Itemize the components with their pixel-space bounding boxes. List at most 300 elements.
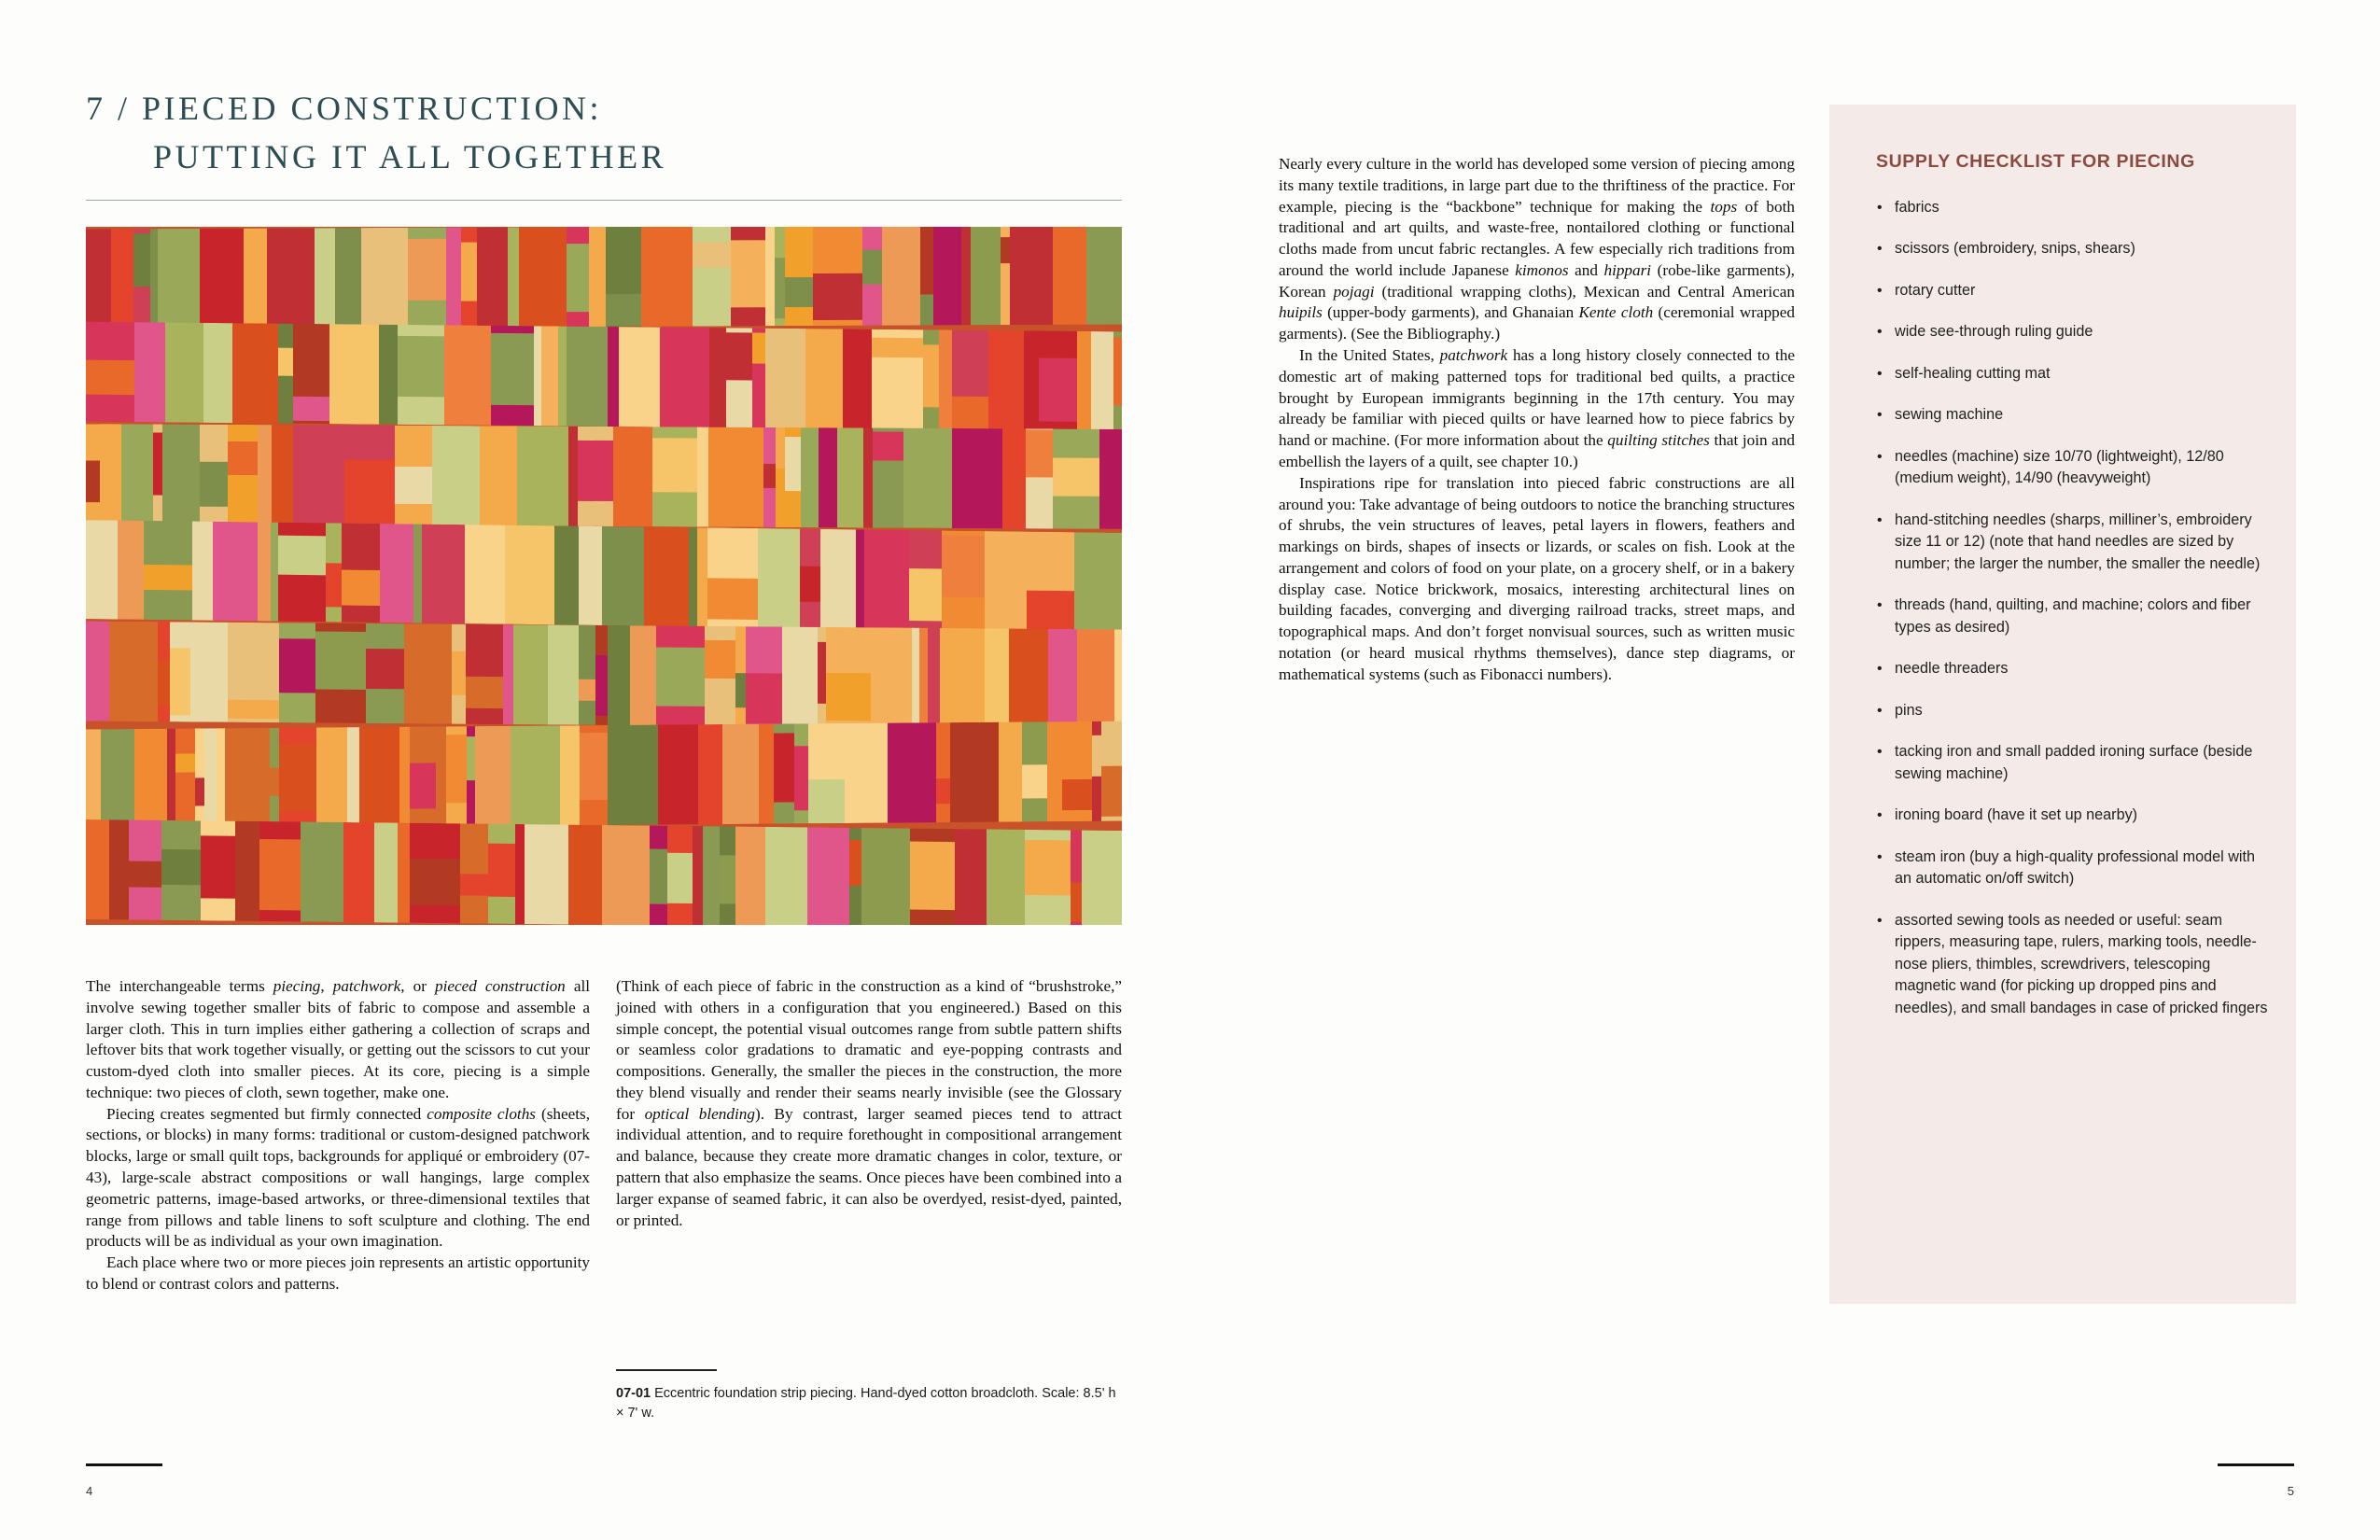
artwork-patch — [446, 735, 468, 803]
sidebar-checklist-item-label: self-healing cutting mat — [1895, 364, 2051, 382]
artwork-strip — [134, 322, 166, 422]
artwork-patch — [923, 344, 940, 407]
bullet-icon: • — [1877, 200, 1883, 216]
artwork-patch — [920, 227, 934, 295]
artwork-strip — [985, 531, 1011, 630]
artwork-patch — [705, 640, 736, 679]
artwork-strip — [408, 228, 447, 328]
artwork-strip — [843, 329, 873, 428]
artwork-strip — [133, 229, 151, 329]
sidebar-checklist-item — [1876, 700, 2268, 721]
artwork-patch — [862, 250, 883, 285]
artwork-patch — [1022, 764, 1048, 798]
supply-checklist-sidebar — [1829, 105, 2296, 1304]
artwork-strip — [170, 622, 191, 721]
artwork-strip — [398, 823, 411, 923]
artwork-strip — [1024, 330, 1040, 430]
artwork-strip — [410, 823, 461, 924]
artwork-strip — [971, 227, 1001, 325]
artwork-strip — [693, 227, 732, 327]
artwork-strip — [708, 427, 746, 527]
artwork-strip — [939, 329, 953, 429]
artwork-strip — [259, 821, 301, 921]
artwork-strip — [845, 723, 889, 823]
artwork-patch — [849, 840, 862, 886]
artwork-strip — [203, 323, 233, 423]
artwork-strip — [465, 525, 506, 624]
artwork-strip — [190, 622, 229, 721]
folio-right: 5 — [2287, 1484, 2294, 1498]
artwork-strip — [258, 522, 272, 621]
artwork-strip — [720, 826, 736, 925]
artwork-strip — [862, 227, 883, 326]
artwork-strip — [656, 625, 706, 725]
artwork-strip — [86, 229, 112, 329]
artwork-strip — [785, 427, 802, 527]
artwork-strip — [652, 427, 698, 526]
figure-artwork — [86, 227, 1122, 925]
sidebar-checklist-item — [1876, 363, 2268, 385]
artwork-strip — [882, 227, 921, 326]
artwork-strip — [602, 825, 651, 925]
sidebar-checklist-item-label: threads (hand, quilting, and machine; colors and fiber types as desired) — [1895, 596, 2251, 636]
artwork-strip — [1074, 532, 1122, 632]
artwork-strip — [548, 625, 580, 725]
artwork-strip — [267, 228, 315, 328]
artwork-strip — [722, 724, 760, 824]
artwork-patch — [410, 763, 437, 808]
artwork-strip — [505, 525, 555, 625]
artwork-strip — [606, 227, 642, 327]
artwork-patch — [460, 874, 489, 895]
sidebar-item-list — [1876, 197, 2268, 1019]
artwork-band — [86, 721, 1122, 830]
sidebar-checklist-item-label: fabrics — [1895, 199, 1939, 216]
artwork-strip — [422, 525, 466, 624]
artwork-patch — [726, 332, 753, 380]
artwork-strip — [380, 524, 414, 623]
artwork-strip — [703, 826, 721, 925]
artwork-patch — [1039, 357, 1078, 421]
artwork-strip — [466, 624, 504, 724]
artwork-strip — [225, 728, 271, 828]
artwork-band — [86, 622, 1122, 730]
bullet-icon: • — [1877, 807, 1883, 824]
sidebar-checklist-item-label: ironing board (have it set up nearby) — [1895, 806, 2138, 824]
artwork-strip — [347, 727, 360, 827]
artwork-band — [86, 322, 1122, 432]
artwork-strip — [165, 322, 204, 422]
artwork-strip — [200, 229, 245, 329]
artwork-band — [86, 424, 1122, 529]
sidebar-checklist-item — [1876, 510, 2268, 575]
artwork-strip — [928, 628, 941, 728]
artwork-strip — [820, 529, 857, 628]
artwork-patch — [293, 397, 330, 421]
artwork-patch — [785, 437, 802, 491]
artwork-patch — [746, 673, 783, 723]
artwork-strip — [525, 824, 569, 925]
artwork-patch — [763, 464, 777, 488]
bullet-icon: • — [1877, 365, 1883, 382]
artwork-strip — [86, 622, 110, 721]
artwork-strip — [785, 227, 814, 326]
artwork-strip — [201, 820, 236, 920]
artwork-strip — [513, 624, 549, 724]
artwork-patch — [567, 244, 590, 312]
artwork-patch — [667, 853, 693, 903]
artwork-strip — [480, 426, 518, 525]
sidebar-checklist-item — [1876, 280, 2268, 301]
artwork-strip — [752, 329, 766, 428]
right-body-paragraph: In the United States, patchwork has a long history closely connected to the domestic art of making patterned tops for traditional bed quilts, a practice brought by European immigrants beginning in the 17th century. You may already be familiar with pieced quilts or have learned how to piece fabrics by hand or machine. (For more information about the quilting stitches that join and embellish the layers of a quilt, see chapter 10.) — [1279, 346, 1796, 470]
artwork-strip — [1007, 721, 1023, 821]
bullet-icon: • — [1877, 744, 1883, 761]
sidebar-checklist-item-label: rotary cutter — [1895, 281, 1976, 299]
folio-left: 4 — [86, 1484, 93, 1498]
artwork-strip — [1048, 629, 1078, 729]
artwork-strip — [344, 426, 396, 525]
artwork-patch — [278, 536, 327, 576]
artwork-strip — [1053, 429, 1100, 529]
artwork-strip — [1010, 531, 1028, 630]
caption-rule — [616, 1369, 717, 1371]
artwork-strip — [410, 726, 437, 826]
artwork-strip — [232, 323, 279, 423]
artwork-strip — [452, 624, 467, 724]
artwork-strip — [293, 324, 330, 424]
artwork-strip — [608, 625, 631, 725]
artwork-strip — [204, 728, 217, 828]
artwork-strip — [650, 826, 668, 925]
artwork-strip — [872, 329, 924, 430]
artwork-strip — [541, 326, 559, 426]
artwork-patch — [129, 861, 162, 887]
left-page-column-2 — [616, 976, 1122, 1231]
artwork-patch — [794, 746, 809, 810]
artwork-strip — [698, 724, 723, 824]
artwork-strip — [1010, 227, 1054, 325]
artwork-strip — [567, 227, 590, 327]
artwork-strip — [619, 327, 661, 427]
artwork-strip — [1022, 721, 1048, 821]
artwork-strip — [162, 425, 201, 525]
artwork-patch — [259, 839, 301, 910]
artwork-patch — [408, 239, 447, 301]
sidebar-checklist-item-label: steam iron (buy a high-quality professional model with an automatic on/off switch) — [1895, 847, 2255, 888]
artwork-strip — [519, 227, 567, 327]
artwork-strip — [567, 327, 609, 427]
artwork-patch — [808, 723, 846, 779]
artwork-patch — [315, 632, 367, 690]
right-page-body-column — [1279, 154, 1795, 686]
artwork-strip — [109, 819, 130, 919]
artwork-strip — [819, 427, 838, 527]
artwork-strip — [343, 822, 375, 922]
artwork-strip — [475, 726, 511, 826]
sidebar-title: SUPPLY CHECKLIST FOR PIECING — [1876, 151, 2195, 172]
artwork-strip — [705, 626, 736, 726]
artwork-patch — [395, 467, 433, 504]
artwork-strip — [613, 427, 653, 526]
artwork-strip — [301, 821, 344, 922]
artwork-patch — [326, 563, 343, 607]
artwork-strip — [329, 324, 380, 425]
artwork-patch — [578, 441, 614, 501]
artwork-strip — [158, 622, 171, 721]
artwork-patch — [158, 660, 171, 706]
artwork-patch — [580, 733, 609, 800]
artwork-strip — [667, 826, 693, 925]
artwork-patch — [936, 778, 951, 804]
artwork-strip — [111, 229, 134, 329]
artwork-strip — [801, 427, 819, 527]
sidebar-checklist-item — [1876, 197, 2268, 218]
artwork-strip — [1101, 721, 1122, 821]
artwork-strip — [192, 522, 214, 621]
artwork-patch — [144, 565, 193, 591]
artwork-patch — [1113, 337, 1122, 405]
artwork-strip — [235, 821, 260, 921]
artwork-strip — [579, 625, 596, 725]
artwork-strip — [579, 526, 603, 625]
artwork-strip — [86, 520, 119, 619]
artwork-strip — [361, 228, 409, 328]
artwork-patch — [595, 655, 609, 716]
artwork-strip — [315, 623, 367, 723]
chapter-heading — [86, 89, 1122, 176]
artwork-strip — [1025, 830, 1071, 925]
artwork-patch — [652, 438, 698, 492]
folio-rule-right — [2218, 1463, 2294, 1466]
artwork-strip — [121, 424, 154, 524]
artwork-patch — [410, 859, 461, 906]
artwork-strip — [379, 325, 399, 425]
artwork-patch — [200, 462, 229, 507]
artwork-strip — [1114, 629, 1122, 729]
artwork-strip — [228, 623, 280, 722]
artwork-patch — [491, 333, 535, 405]
bullet-icon: • — [1877, 241, 1883, 258]
artwork-strip — [580, 725, 609, 825]
artwork-strip — [374, 822, 399, 922]
artwork-strip — [782, 627, 819, 727]
artwork-strip — [923, 329, 940, 429]
artwork-strip — [446, 726, 468, 826]
artwork-strip — [432, 426, 481, 525]
bullet-icon: • — [1877, 407, 1883, 424]
artwork-strip — [342, 524, 381, 623]
artwork-patch — [228, 700, 280, 719]
chapter-title-line1: 7 / PIECED CONSTRUCTION: — [86, 90, 603, 127]
sidebar-checklist-item-label: pins — [1895, 701, 1923, 719]
sidebar-checklist-item — [1876, 404, 2268, 426]
artwork-patch — [344, 460, 396, 525]
artwork-strip — [808, 723, 846, 823]
artwork-strip — [404, 623, 453, 723]
artwork-patch — [873, 432, 904, 461]
artwork-strip — [942, 530, 986, 630]
artwork-patch — [366, 649, 405, 689]
artwork-strip — [985, 628, 1010, 728]
artwork-strip — [955, 829, 987, 925]
artwork-strip — [517, 427, 569, 526]
sidebar-checklist-item-label: scissors (embroidery, snips, shears) — [1895, 240, 2135, 258]
artwork-patch — [488, 844, 516, 897]
artwork-patch — [720, 855, 736, 903]
artwork-strip — [315, 228, 336, 328]
artwork-patch — [461, 243, 478, 301]
artwork-strip — [1086, 227, 1122, 325]
artwork-patch — [278, 348, 294, 376]
artwork-strip — [258, 425, 273, 525]
artwork-strip — [444, 325, 492, 425]
artwork-strip — [644, 527, 690, 627]
artwork-strip — [1053, 227, 1087, 325]
artwork-strip — [950, 722, 1000, 822]
artwork-patch — [1062, 779, 1093, 810]
artwork-patch — [910, 842, 956, 911]
bullet-icon: • — [1877, 597, 1883, 614]
bullet-icon: • — [1877, 702, 1883, 719]
artwork-strip — [568, 825, 603, 925]
chapter-title-line2: PUTTING IT ALL TOGETHER — [153, 138, 667, 175]
sidebar-checklist-item-label: needle threaders — [1895, 660, 2009, 678]
artwork-strip — [511, 725, 561, 825]
artwork-strip — [987, 829, 1026, 925]
sidebar-checklist-item — [1876, 321, 2268, 343]
artwork-strip — [293, 425, 345, 525]
artwork-patch — [1027, 532, 1075, 592]
artwork-strip — [446, 228, 462, 328]
figure-caption — [616, 1384, 1122, 1423]
artwork-patch — [579, 679, 596, 701]
artwork-strip — [589, 227, 607, 327]
sidebar-checklist-item — [1876, 805, 2268, 826]
artwork-strip — [805, 329, 844, 428]
artwork-strip — [326, 523, 343, 622]
artwork-patch — [942, 535, 986, 597]
artwork-strip — [1026, 428, 1054, 528]
artwork-strip — [158, 229, 201, 329]
bullet-icon: • — [1877, 511, 1883, 528]
bullet-icon: • — [1877, 324, 1883, 341]
artwork-strip — [200, 425, 229, 525]
figure-caption-text: Eccentric foundation strip piecing. Hand-dyed cotton broadcloth. Scale: 8.5' h × 7' w. — [616, 1386, 1116, 1421]
left-col1-paragraph: Each place where two or more pieces join represents an artistic opportunity to blend or contrast colors and patterns. — [86, 1253, 590, 1293]
artwork-patch — [774, 733, 795, 802]
artwork-strip — [873, 428, 904, 528]
artwork-patch — [872, 338, 924, 358]
artwork-strip — [988, 330, 1025, 430]
artwork-strip — [630, 625, 657, 725]
artwork-patch — [952, 397, 989, 429]
artwork-strip — [161, 820, 202, 920]
sidebar-checklist-item-label: needles (machine) size 10/70 (lightweight), 12/80 (medium weight), 14/90 (heavyweight) — [1895, 447, 2224, 487]
artwork-patch — [175, 753, 196, 772]
artwork-patch — [826, 673, 872, 721]
artwork-strip — [888, 722, 937, 822]
sidebar-checklist-item-label: assorted sewing tools as needed or useful: seam rippers, measuring tape, rulers, marking tools, needle-nose pliers, thimbles, screwdrivers, telescoping magnetic wand (for picking up dropped pins and needles), and small bandages in case of pricked fingers — [1895, 911, 2268, 1016]
artwork-patch — [1101, 765, 1122, 816]
bullet-icon: • — [1877, 282, 1883, 299]
figure-caption-number: 07-01 — [616, 1386, 651, 1401]
artwork-patch — [342, 570, 381, 607]
artwork-strip — [228, 425, 259, 525]
artwork-strip — [731, 227, 766, 326]
artwork-strip — [86, 819, 110, 919]
artwork-strip — [100, 424, 122, 524]
artwork-patch — [279, 638, 316, 693]
artwork-strip — [864, 529, 910, 629]
artwork-strip — [272, 425, 294, 525]
artwork-strip — [909, 530, 943, 629]
artwork-strip — [1077, 331, 1092, 431]
artwork-patch — [606, 294, 642, 326]
artwork-strip — [359, 727, 400, 827]
left-col1-paragraph: The interchangeable terms piecing, patchwork, or pieced construction all involve sewing together smaller bits of fabric to compose and assemble a larger cloth. This in turn implies either gathering a collection of scraps and leftover bits that work together visually, or getting out the scissors to cut your custom-dyed cloth into smaller pieces. At its core, piecing is a simple technique: two pieces of cloth, sewn together, make one. — [86, 977, 590, 1101]
artwork-strip — [595, 625, 609, 725]
artwork-patch — [315, 231, 336, 301]
right-body-paragraph: Nearly every culture in the world has developed some version of piecing among its many textile traditions, in large part due to the thriftiness of the practice. For example, piecing is the “backbone” technique for making the tops of both traditional and art quilts, and waste-free, nontailored clothing or functional cloths made from uncut fabric rectangles. A few especially rich traditions from around the world include Japanese kimonos and hippari (robe-like garments), Korean pojagi (traditional wrapping cloths), Mexican and Central American huipils (upper-body garments), and Ghanaian Kente cloth (ceremonial wrapped garments). (See the Bibliography.) — [1279, 155, 1795, 343]
artwork-strip — [861, 828, 911, 925]
artwork-strip — [398, 325, 445, 425]
sidebar-checklist-item-label: wide see-through ruling guide — [1895, 323, 2093, 341]
sidebar-checklist-item — [1876, 595, 2268, 638]
artwork-strip — [849, 828, 862, 925]
artwork-strip — [86, 322, 135, 423]
artwork-strip — [709, 328, 727, 427]
left-page-column-1 — [86, 976, 590, 1295]
artwork-strip — [1082, 831, 1122, 925]
artwork-patch — [752, 333, 766, 364]
artwork-strip — [134, 729, 168, 829]
artwork-patch — [813, 273, 863, 320]
artwork-strip — [910, 829, 956, 925]
artwork-patch — [228, 441, 259, 475]
artwork-strip — [1027, 532, 1075, 632]
artwork-patch — [1025, 840, 1071, 896]
artwork-strip — [461, 228, 478, 328]
artwork-strip — [109, 622, 159, 721]
artwork-patch — [785, 277, 814, 307]
artwork-strip — [1047, 721, 1063, 821]
artwork-strip — [279, 623, 316, 722]
artwork-strip — [366, 623, 405, 723]
artwork-patch — [133, 233, 151, 287]
artwork-patch — [201, 835, 236, 898]
artwork-strip — [488, 824, 516, 924]
artwork-patch — [693, 242, 732, 267]
artwork-strip — [578, 427, 614, 526]
artwork-strip — [1062, 721, 1093, 821]
artwork-band — [86, 227, 1122, 329]
sidebar-checklist-item-label: hand-stitching needles (sharps, milliner’s, embroidery size 11 or 12) (note that hand needles are sized by number; the larger the number, the smaller the needle) — [1895, 511, 2261, 572]
artwork-band — [86, 819, 1122, 925]
sidebar-checklist-item — [1876, 847, 2268, 890]
artwork-strip — [129, 819, 162, 919]
artwork-strip — [1039, 330, 1078, 430]
artwork-patch — [909, 568, 943, 621]
artwork-strip — [278, 523, 327, 623]
chapter-rule — [86, 200, 1122, 201]
artwork-strip — [936, 722, 951, 822]
artwork-strip — [746, 626, 783, 726]
artwork-strip — [335, 228, 362, 328]
artwork-strip — [641, 227, 693, 327]
artwork-strip — [837, 427, 864, 527]
artwork-strip — [660, 328, 710, 428]
